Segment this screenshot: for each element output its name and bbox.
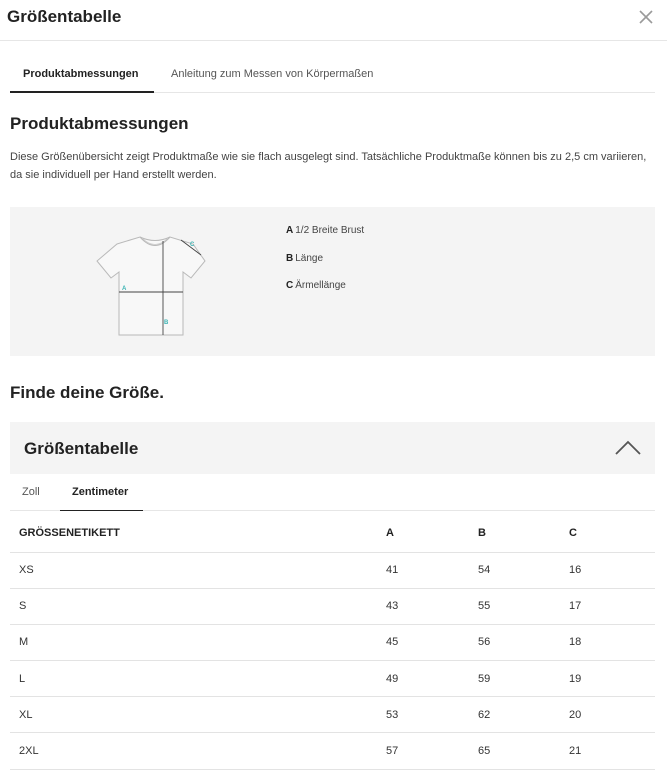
tab-produktabmessungen[interactable]: Produktabmessungen [10, 58, 154, 93]
legend-item-b [286, 253, 364, 281]
table-row [10, 624, 655, 660]
legend-item-c [286, 280, 364, 308]
legend-key: A [286, 225, 294, 236]
cell-size: S [10, 588, 386, 624]
info-tabs [10, 58, 655, 93]
cell-b: 54 [478, 552, 569, 588]
header-c: C [569, 515, 655, 552]
modal-title: Größentabelle [7, 7, 122, 26]
cell-c: 20 [569, 697, 655, 733]
header-a: A [386, 515, 478, 552]
cell-b: 65 [478, 733, 569, 769]
tshirt-diagram-icon [95, 234, 220, 339]
table-row [10, 588, 655, 624]
cell-size: XS [10, 552, 386, 588]
table-row [10, 661, 655, 697]
table-header-row [10, 515, 655, 552]
marker-a: A [122, 286, 127, 292]
close-button[interactable] [637, 8, 655, 26]
header-b: B [478, 515, 569, 552]
accordion-title: Größentabelle [24, 439, 139, 458]
cell-a: 43 [386, 588, 478, 624]
legend-label: Ärmellänge [295, 280, 346, 291]
cell-a: 49 [386, 661, 478, 697]
find-size-title: Finde deine Größe. [10, 383, 164, 402]
legend-key: B [286, 252, 294, 264]
legend-label: 1/2 Breite Brust [295, 225, 365, 236]
cell-size: XL [10, 697, 386, 733]
cell-c: 19 [569, 661, 655, 697]
cell-a: 45 [386, 624, 478, 660]
legend-label: Länge [295, 252, 324, 264]
marker-b: B [164, 320, 169, 326]
section-description: Diese Größenübersicht zeigt Produktmaße wie sie flach ausgelegt sind. Tatsächliche Produktmaße können bis zu 2,5 cm variieren, da sie individuell per Hand erstellt werden. [10, 151, 647, 181]
cell-c: 21 [569, 733, 655, 769]
cell-c: 16 [569, 552, 655, 588]
tab-anleitung-messen[interactable]: Anleitung zum Messen von Körpermaßen [171, 68, 374, 80]
table-row [10, 733, 655, 769]
modal-header [0, 0, 667, 41]
size-table-accordion[interactable] [10, 422, 655, 474]
cell-a: 57 [386, 733, 478, 769]
unit-tabs [10, 474, 655, 511]
measurement-diagram [10, 207, 655, 356]
section-title: Produktabmessungen [10, 114, 189, 133]
cell-b: 59 [478, 661, 569, 697]
table-row [10, 697, 655, 733]
cell-b: 62 [478, 697, 569, 733]
cell-size: M [10, 624, 386, 660]
legend-item-a [286, 225, 364, 253]
cell-size: 2XL [10, 733, 386, 769]
tab-zoll[interactable]: Zoll [22, 486, 40, 498]
header-size-label: GRÖSSENETIKETT [10, 515, 386, 552]
legend-key: C [286, 280, 294, 291]
marker-c: C [190, 242, 195, 248]
cell-b: 56 [478, 624, 569, 660]
cell-a: 53 [386, 697, 478, 733]
size-table [10, 515, 655, 770]
tab-zentimeter[interactable]: Zentimeter [60, 474, 143, 511]
cell-a: 41 [386, 552, 478, 588]
chevron-up-icon[interactable] [615, 440, 641, 455]
measurement-legend [286, 225, 364, 308]
close-icon [637, 8, 655, 26]
cell-size: L [10, 661, 386, 697]
cell-c: 17 [569, 588, 655, 624]
cell-c: 18 [569, 624, 655, 660]
cell-b: 55 [478, 588, 569, 624]
table-row [10, 552, 655, 588]
